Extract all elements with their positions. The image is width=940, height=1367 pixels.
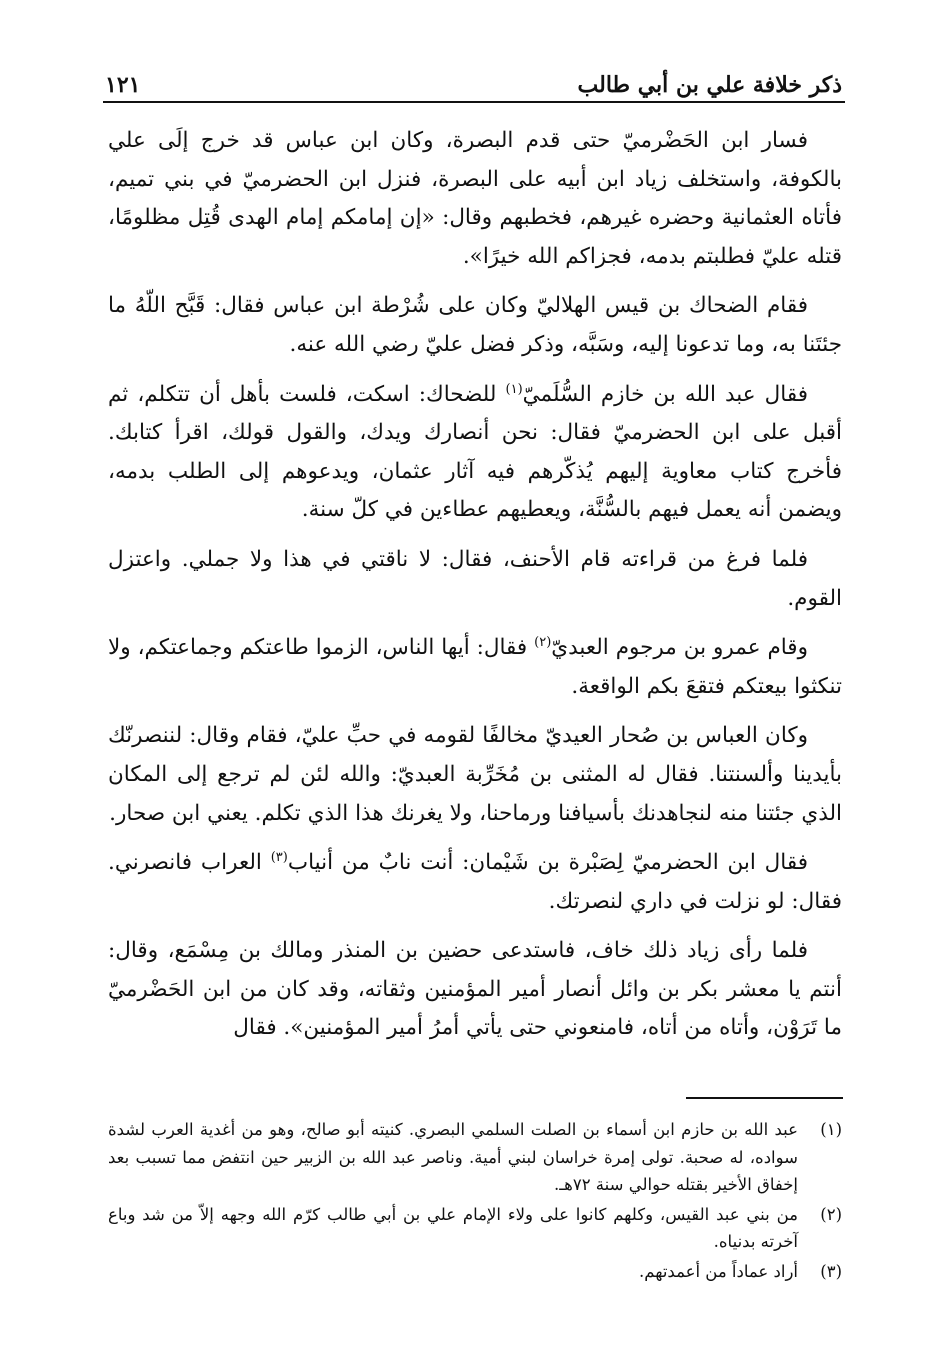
- paragraph-8: فلما رأى زياد ذلك خاف، فاستدعى حضين بن المنذر ومالك بن مِسْمَع، وقال: أنتم يا معشر بكر بن وائل أنصار أمير المؤمنين وثقاته، وقد كان من ابن الحَضْرميّ ما تَرَوْن، وأتاه من أتاه، فامنعوني حتى يأتي أمرُ أمير المؤمنين». فقال: [108, 938, 842, 1041]
- footnote-number: (١): [820, 1120, 842, 1139]
- footnote-separator: [686, 1097, 843, 1099]
- paragraph-6: وكان العباس بن صُحار العيديّ مخالفًا لقومه في حبِّ عليّ، فقام وقال: لننصرنّك بأيدينا وألسنتنا. فقال له المثنى بن مُخَرِّبة العبديّ: والله لئن لم ترجع إلى المكان الذي جئتنا منه لنجاهدنك بأسيافنا ورماحنا، ولا يغرنك هذا الذي تكلم. يعني ابن صحار.: [108, 723, 842, 826]
- paragraph-2: فقام الضحاك بن قيس الهلاليّ وكان على شُرْطة ابن عباس فقال: قَبَّح اللّهُ ما جئتَنا به، وما تدعونا إليه، وسَبَّه، وذكر فضل عليّ رضي الله عنه.: [108, 293, 842, 357]
- running-title: ذكر خلافة علي بن أبي طالب: [577, 72, 842, 98]
- paragraph-3: [108, 376, 842, 530]
- running-header: [105, 62, 842, 102]
- footnote-text: من بني عبد القيس، وكلهم كانوا على ولاء الإمام علي بن أبي طالب كرّم الله وجهه إلاّ من شد وباع آخرته بدنياه.: [108, 1204, 798, 1251]
- footnote-number: (٢): [820, 1204, 842, 1224]
- paragraph-3-start: فقال عبد الله بن خازم السُّلَميّ: [522, 381, 808, 407]
- paragraph-7: [108, 844, 842, 921]
- footnote-1: [108, 1116, 842, 1199]
- footnote-2: [108, 1201, 842, 1256]
- footnote-ref-1: (١): [505, 381, 523, 397]
- paragraph-5-start: وقام عمرو بن مرجوم العبديّ: [551, 635, 808, 661]
- paragraph-3-rest: للضحاك: اسكت، فلست بأهل أن تتكلم، ثم أقبل على ابن الحضرميّ فقال: نحن أنصارك ويدك، والقول قولك، اقرأ كتابك. فأخرج كتاب معاوية إليهم يُذكّرهم فيه آثار عثمان، ويدعوهم إلى الطلب بدمه، ويضمن أنه يعمل فيهم بالسُّنَّة، ويعطيهم عطاءين في كلّ سنة.: [108, 381, 842, 523]
- paragraph-5: [108, 629, 842, 706]
- footnote-text: أراد عماداً من أعمدتهم.: [638, 1261, 798, 1281]
- footnote-text: عبد الله بن حازم ابن أسماء بن الصلت السلمي البصري. كنيته أبو صالح، وهو من أغدية العرب لشدة سواده، له صحبة. تولى إمرة خراسان لبني أمية. وناصر عبد الله بن الزبير حين انتفض مما تسبب بعد إخفاق الأخير بقتله حوالي سنة ٧٢هـ.: [108, 1120, 798, 1194]
- paragraph-1: فسار ابن الحَضْرميّ حتى قدم البصرة، وكان ابن عباس قد خرج إلَى علي بالكوفة، واستخلف زياد ابن أبيه على البصرة، فنزل ابن الحضرميّ في بني تميم، فأتاه العثمانية وحضره غيرهم، فخطبهم وقال: «إن إمامكم إمام الهدى قُتِل مظلومًا، قتله عليّ فطلبتم بدمه، فجزاكم الله خيرًا».: [108, 128, 842, 269]
- paragraph-4: فلما فرغ من قراءته قام الأحنف، فقال: لا ناقتي في هذا ولا جملي. واعتزل القوم.: [108, 546, 842, 611]
- footnotes: [108, 1116, 842, 1287]
- header-rule: [103, 101, 845, 103]
- footnote-ref-2: (٢): [534, 634, 552, 650]
- footnote-3: [108, 1258, 842, 1286]
- page-number: ١٢١: [105, 72, 141, 98]
- paragraph-7-start: فقال ابن الحضرميّ لِصَبْرة بن شَيْمان: أنت نابٌ من أنياب: [287, 850, 808, 876]
- paragraph-7-rest: العراب فانصرني. فقال: لو نزلت في داري لنصرتك.: [108, 850, 842, 914]
- footnote-ref-3: (٣): [270, 849, 288, 865]
- main-text: [108, 122, 842, 1059]
- footnote-number: (٣): [820, 1261, 842, 1281]
- paragraph-5-rest: فقال: أيها الناس، الزموا طاعتكم وجماعتكم، ولا تنكثوا بيعتكم فتقعَ بكم الواقعة.: [108, 635, 842, 699]
